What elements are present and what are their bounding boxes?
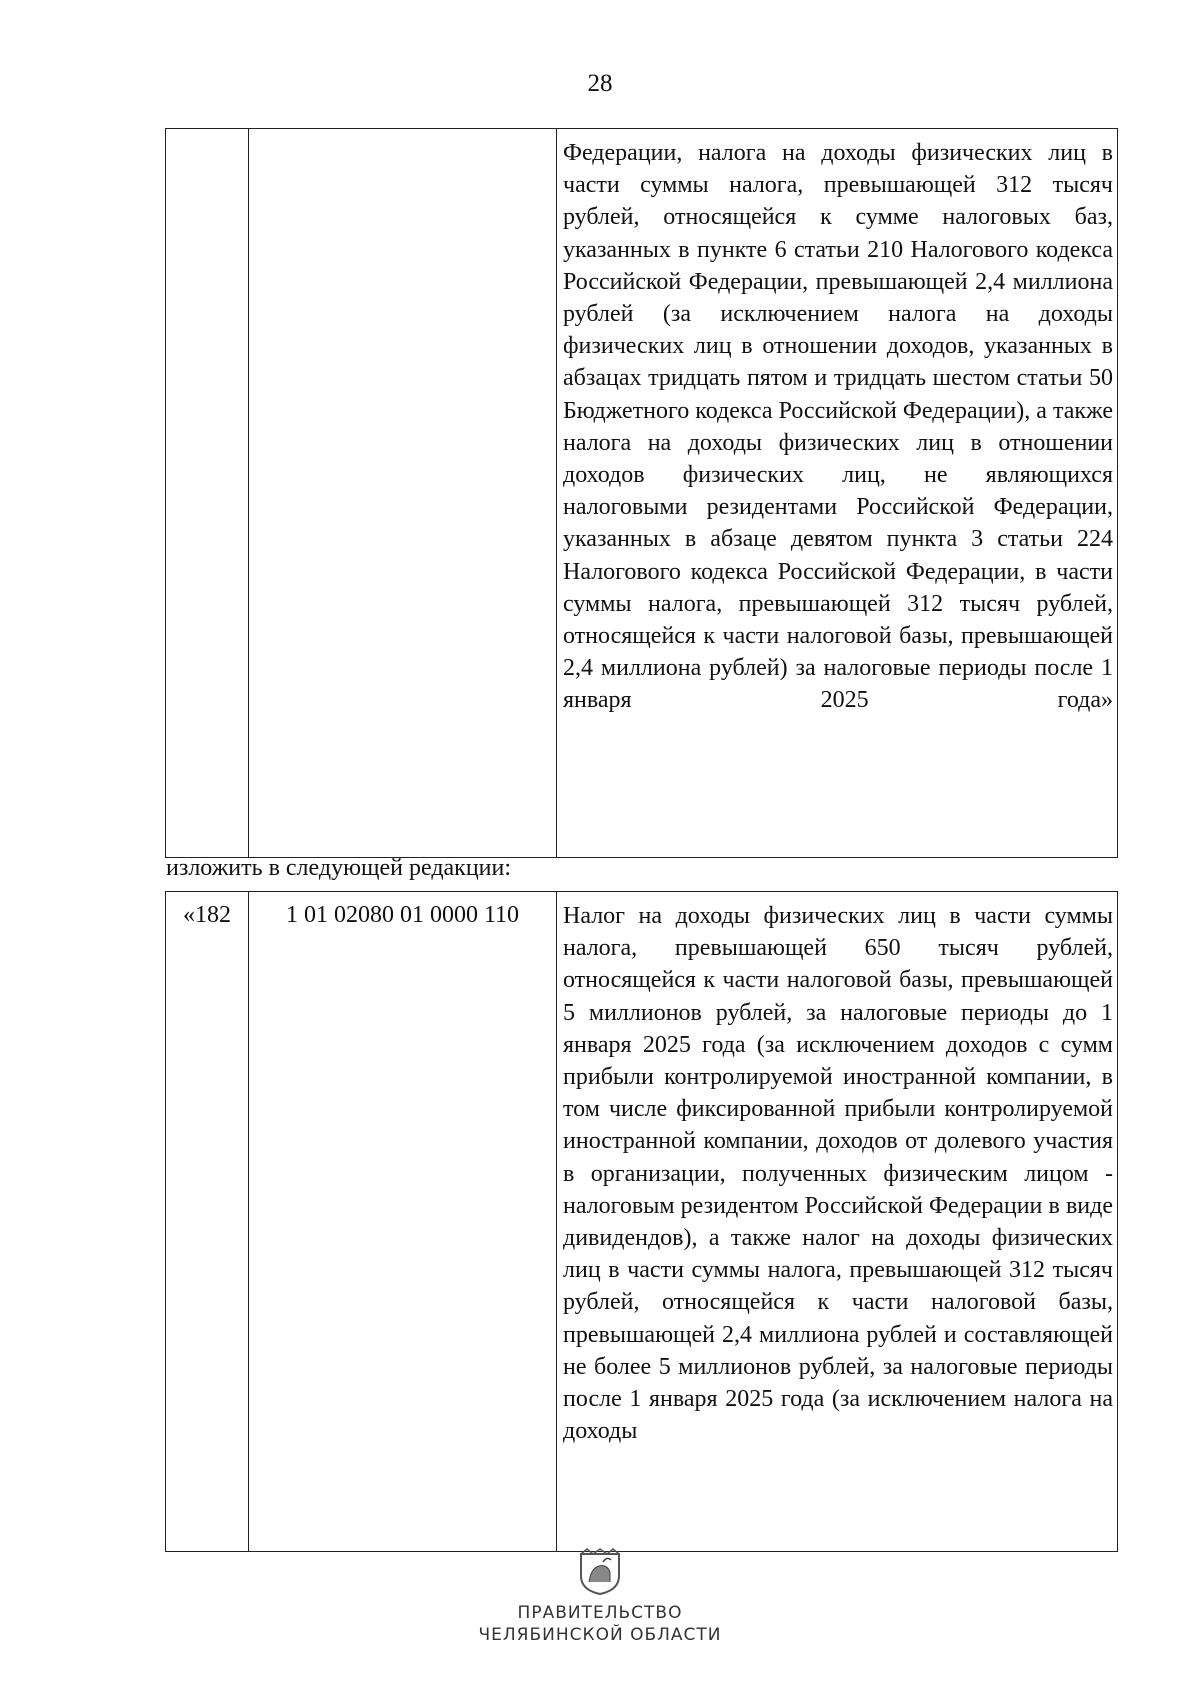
kbk-cell — [249, 892, 557, 1552]
government-seal — [470, 1548, 730, 1646]
description-text: Налог на доходы физических лиц в части суммы налога, превышающей 650 тысяч рублей, относящейся к части налоговой базы, превышающей 5 миллионов рублей, за налоговые периоды до 1 января 2025 года (за исключением доходов с сумм прибыли контролируемой иностранной компании, в том числе фиксированной прибыли контролируемой иностранной компании, доходов от долевого участия в организации, полученных физическим лицом - налоговым резидентом Российской Федерации в виде дивидендов), а также налог на доходы физических лиц в части суммы налога, превышающей 312 тысяч рублей, относящейся к части налоговой базы, превышающей 2,4 миллиона рублей и составляющей не более 5 миллионов рублей, за налоговые периоды после 1 января 2025 года (за исключением налога на доходы — [563, 903, 1113, 1445]
seal-line-2: ЧЕЛЯБИНСКОЙ ОБЛАСТИ — [478, 1625, 722, 1645]
description-text: Федерации, налога на доходы физических лиц в части суммы налога, превышающей 312 тысяч рублей, относящейся к сумме налоговых баз, указанных в пункте 6 статьи 210 Налогового кодекса Российской Федерации, превышающей 2,4 миллиона рублей (за исключением налога на доходы физических лиц в отношении доходов, указанных в абзацах тридцать пятом и тридцать шестом статьи 50 Бюджетного кодекса Российской Федерации), а также налога на доходы физических лиц в отношении доходов физических лиц, не являющихся налоговыми резидентами Российской Федерации, указанных в абзаце девятом пункта 3 статьи 224 Налогового кодекса Российской Федерации, в части суммы налога, превышающей 312 тысяч рублей, относящейся к части налоговой базы, превышающей 2,4 миллиона рублей) за налоговые периоды после 1 января 2025 года» — [563, 140, 1113, 714]
table-continuation — [165, 128, 1118, 858]
page-number: 28 — [587, 70, 613, 97]
coat-of-arms-icon — [577, 1548, 623, 1596]
kbk-cell — [249, 129, 557, 858]
code-cell — [166, 129, 249, 858]
table-row — [166, 129, 1118, 858]
code-cell — [166, 892, 249, 1552]
table-new-edition — [165, 891, 1118, 1552]
description-cell — [557, 892, 1118, 1552]
table-row — [166, 892, 1118, 1552]
kbk-code: 1 01 02080 01 0000 110 — [285, 902, 520, 928]
seal-line-1: ПРАВИТЕЛЬСТВО — [517, 1603, 683, 1623]
description-cell — [557, 129, 1118, 858]
admin-code: «182 — [183, 902, 231, 928]
instruction-text: изложить в следующей редакции: — [166, 855, 512, 881]
